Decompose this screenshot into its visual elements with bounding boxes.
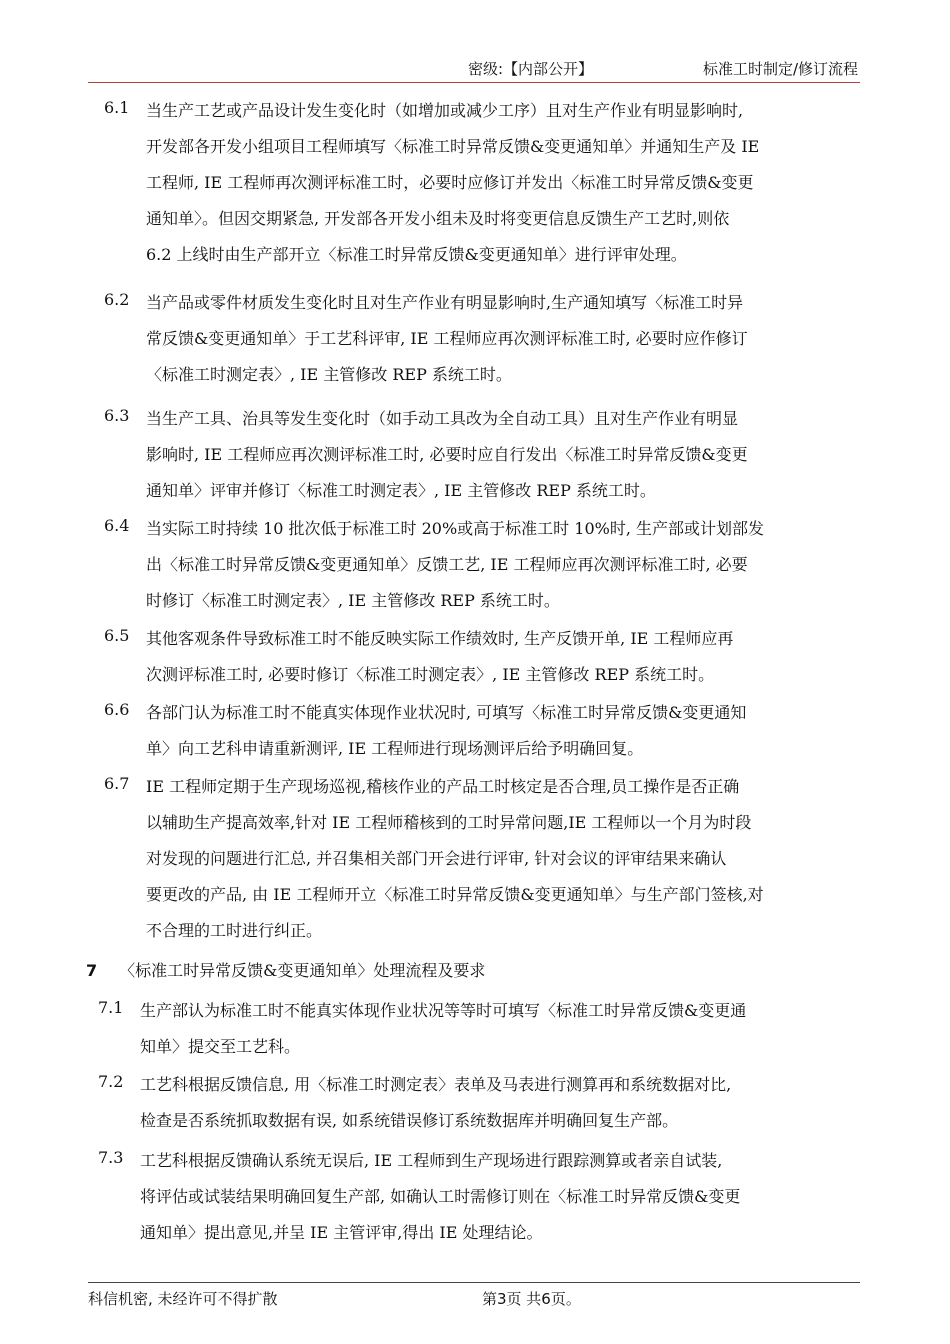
footer-divider (88, 1282, 860, 1283)
clause-line: 知单〉提交至工艺科。 (140, 1037, 301, 1056)
clause-line: 工程师, IE 工程师再次测评标准工时，必要时应修订并发出〈标准工时异常反馈&变更 (146, 173, 754, 192)
clause-line: 检查是否系统抓取数据有误, 如系统错误修订系统数据库并明确回复生产部。 (140, 1111, 679, 1130)
clause-line: 常反馈&变更通知单〉于工艺科评审, IE 工程师应再次测评标准工时, 必要时应作修订 (146, 329, 748, 348)
header-classification: 密级:【内部公开】 (468, 60, 594, 78)
clause-line: 不合理的工时进行纠正。 (146, 921, 323, 940)
clause-number: 6.7 (104, 774, 130, 793)
clause-line: 要更改的产品, 由 IE 工程师开立〈标准工时异常反馈&变更通知单〉与生产部门签核,对 (146, 885, 764, 904)
clause-line: 工艺科根据反馈信息, 用〈标准工时测定表〉表单及马表进行测算再和系统数据对比, (140, 1075, 732, 1094)
clause-line: 通知单〉评审并修订〈标准工时测定表〉, IE 主管修改 REP 系统工时。 (146, 481, 656, 500)
clause-line: 生产部认为标准工时不能真实体现作业状况等等时可填写〈标准工时异常反馈&变更通 (140, 1001, 747, 1020)
clause-line: 将评估或试装结果明确回复生产部, 如确认工时需修订则在〈标准工时异常反馈&变更 (140, 1187, 741, 1206)
footer-confidential: 科信机密, 未经许可不得扩散 (88, 1290, 278, 1308)
clause-line: 时修订〈标准工时测定表〉, IE 主管修改 REP 系统工时。 (146, 591, 560, 610)
clause-line: IE 工程师定期于生产现场巡视,稽核作业的产品工时核定是否合理,员工操作是否正确 (146, 777, 740, 796)
section-number: 7 (86, 961, 98, 980)
clause-line: 通知单〉。但因交期紧急, 开发部各开发小组未及时将变更信息反馈生产工艺时,则依 (146, 209, 730, 228)
clause-number: 6.6 (104, 700, 130, 719)
clause-number: 6.1 (104, 98, 130, 117)
clause-line: 其他客观条件导致标准工时不能反映实际工作绩效时, 生产反馈开单, IE 工程师应再 (146, 629, 734, 648)
clause-line: 开发部各开发小组项目工程师填写〈标准工时异常反馈&变更通知单〉并通知生产及 IE (146, 137, 760, 156)
clause-line: 当生产工具、治具等发生变化时（如手动工具改为全自动工具）且对生产作业有明显 (146, 409, 739, 428)
clause-line: 〈标准工时测定表〉, IE 主管修改 REP 系统工时。 (146, 365, 512, 384)
clause-number: 7.2 (98, 1072, 124, 1091)
clause-line: 工艺科根据反馈确认系统无误后, IE 工程师到生产现场进行跟踪测算或者亲自试装, (140, 1151, 723, 1170)
section-title: 〈标准工时异常反馈&变更通知单〉处理流程及要求 (119, 961, 486, 980)
clause-line: 次测评标准工时, 必要时修订〈标准工时测定表〉, IE 主管修改 REP 系统工时。 (146, 665, 715, 684)
clause-line: 各部门认为标准工时不能真实体现作业状况时, 可填写〈标准工时异常反馈&变更通知 (146, 703, 747, 722)
clause-number: 7.1 (98, 998, 124, 1017)
clause-number: 6.3 (104, 406, 130, 425)
clause-line: 6.2 上线时由生产部开立〈标准工时异常反馈&变更通知单〉进行评审处理。 (146, 245, 687, 264)
clause-number: 6.4 (104, 516, 130, 535)
clause-line: 通知单〉提出意见,并呈 IE 主管评审,得出 IE 处理结论。 (140, 1223, 543, 1242)
clause-line: 出〈标准工时异常反馈&变更通知单〉反馈工艺, IE 工程师应再次测评标准工时, 必要 (146, 555, 748, 574)
clause-line: 影响时, IE 工程师应再次测评标准工时, 必要时应自行发出〈标准工时异常反馈&变更 (146, 445, 748, 464)
clause-line: 当实际工时持续 10 批次低于标准工时 20%或高于标准工时 10%时, 生产部或计划部发 (146, 519, 765, 538)
section-7-heading (86, 958, 485, 981)
clause-line: 以辅助生产提高效率,针对 IE 工程师稽核到的工时异常问题,IE 工程师以一个月为时段 (146, 813, 752, 832)
clause-line: 对发现的问题进行汇总, 并召集相关部门开会进行评审, 针对会议的评审结果来确认 (146, 849, 727, 868)
clause-line: 单〉向工艺科申请重新测评, IE 工程师进行现场测评后给予明确回复。 (146, 739, 644, 758)
clause-number: 6.5 (104, 626, 130, 645)
header-title: 标准工时制定/修订流程 (702, 60, 858, 78)
clause-number: 6.2 (104, 290, 130, 309)
footer-page-number: 第3页 共6页。 (482, 1290, 581, 1308)
clause-line: 当产品或零件材质发生变化时且对生产作业有明显影响时,生产通知填写〈标准工时异 (146, 293, 744, 312)
page-header (88, 56, 860, 83)
clause-line: 当生产工艺或产品设计发生变化时（如增加或减少工序）且对生产作业有明显影响时, (146, 101, 744, 120)
clause-number: 7.3 (98, 1148, 124, 1167)
